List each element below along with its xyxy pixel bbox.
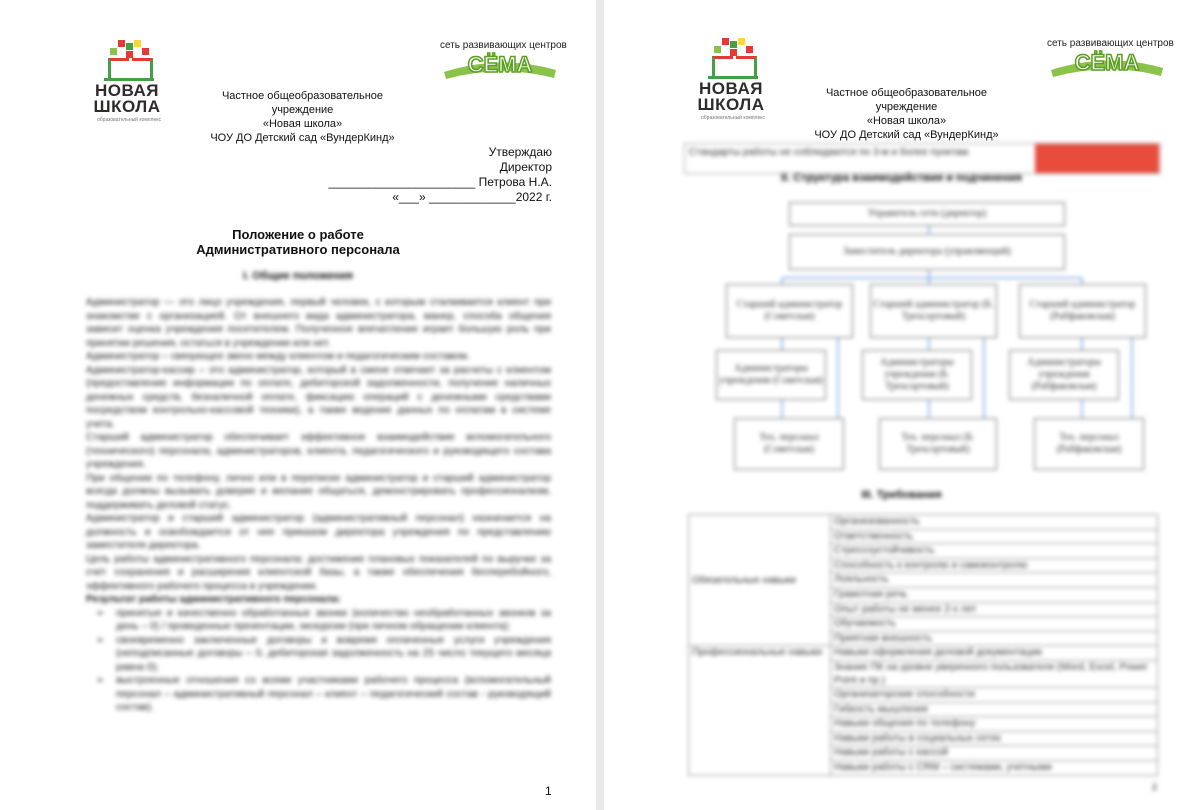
org-line3: ЧОУ ДО Детский сад «ВундерКинд» bbox=[210, 132, 395, 144]
body-text bbox=[86, 296, 551, 715]
table-row bbox=[689, 646, 1158, 661]
sema-caption: сеть развивающих центров bbox=[1047, 38, 1174, 49]
logo-subtitle: образовательный комплекс bbox=[701, 115, 765, 121]
list-item: ➢ принятые и качественно обработанные звонки (количество необработанных звонков за день – 0) / проведенные презентации, экскурсии (при личном обращении клиента); bbox=[116, 607, 551, 634]
paragraph: Старший администратор обеспечивает эффективное взаимодействие вспомогательного (технического) персонала, администраторов, клиента, педагогического и руководящего состава учреждения. bbox=[86, 432, 551, 470]
org-box-tech-staff: Тех. персонал (Советская) bbox=[734, 418, 844, 470]
requirement-category: Профессиональные навыки bbox=[689, 646, 831, 775]
org-line2: «Новая школа» bbox=[262, 118, 343, 130]
approve-date-line: «___» _____________2022 г. bbox=[392, 190, 552, 204]
sema-wordmark bbox=[442, 50, 558, 80]
org-line1: Частное общеобразовательное учреждение bbox=[221, 90, 384, 116]
novaya-shkola-logo bbox=[90, 40, 170, 130]
paragraph: При общении по телефону, лично или в переписке администратор и старший администратор всегда должны вызывать доверие и желание общаться, демонстрировать профессионализм, поддерживать деловой статус. bbox=[86, 472, 551, 511]
paragraph: Цель работы административного персонала: достижение плановых показателей по выручке за счет сохранения и расширения клиентской базы, а также обеспечения бесперебойного, эффективного рабочего процесса в учреждении. bbox=[86, 553, 551, 592]
result-heading: Результат работы административного персонала: bbox=[86, 594, 341, 605]
sema-wordmark bbox=[1049, 48, 1165, 78]
svg-text:СЁМА: СЁМА bbox=[1074, 50, 1140, 75]
org-box-tech-staff: Тех. персонал (Б. Трехсортовый) bbox=[879, 418, 997, 470]
org-box-senior-admin: Старший администратор (Рабфаковская) bbox=[1019, 284, 1146, 338]
org-box-senior-admin: Старший администратор (Советская) bbox=[726, 284, 853, 338]
organization-header bbox=[794, 86, 1019, 142]
org-box-admins: Администраторы учреждения (Б. Трехсортовый) bbox=[862, 350, 972, 400]
page-number: 1 bbox=[545, 784, 552, 798]
approve-line1: Утверждаю bbox=[488, 145, 552, 159]
requirement-item: Навыки работы в социальных сетях bbox=[831, 731, 1158, 746]
org-line3: ЧОУ ДО Детский сад «ВундерКинд» bbox=[814, 129, 999, 141]
section-heading-requirements: III. Требования bbox=[861, 489, 942, 501]
sema-logo bbox=[1047, 38, 1174, 78]
org-box-tech-staff: Тех. персонал (Рабфаковская) bbox=[1034, 418, 1144, 470]
requirement-item: Приятная внешность bbox=[831, 631, 1158, 646]
requirements-table bbox=[688, 514, 1158, 776]
logo-line2: ШКОЛА bbox=[93, 97, 161, 116]
document-page-1 bbox=[0, 0, 596, 810]
org-box-director: Управитель сети (директор) bbox=[789, 202, 1065, 226]
sema-caption: сеть развивающих центров bbox=[440, 40, 567, 51]
organization-header bbox=[190, 89, 415, 145]
sema-logo bbox=[440, 40, 567, 80]
org-box-admins: Администраторы учреждения (Рабфаковская) bbox=[1009, 350, 1119, 400]
section-heading-structure: II. Структура взаимодействия и подчинения bbox=[781, 172, 1022, 184]
org-chart bbox=[604, 190, 1199, 490]
org-line1: Частное общеобразовательное учреждение bbox=[825, 87, 988, 113]
requirement-item: Знание ПК на уровне уверенного пользователя (Word, Excel, Power Point и пр.) bbox=[831, 660, 1158, 687]
requirement-item: Грамотная речь bbox=[831, 587, 1158, 602]
org-box-deputy: Заместитель директора (управляющий) bbox=[789, 234, 1065, 270]
document-title bbox=[0, 227, 596, 257]
standards-red-cell bbox=[1035, 144, 1159, 173]
paragraph: Администратор — это лицо учреждения, первый человек, с которым сталкивается клиент при знакомстве с организацией. От внешнего вида администратора, манер, способа общения зависит оценка учреждения посетителем. Полученное впечатление играет большую роль при принятии решения, остаться в учреждении или нет. bbox=[86, 297, 551, 349]
requirement-item: Способность к контролю и самоконтролю bbox=[831, 558, 1158, 573]
requirement-item: Ответственность bbox=[831, 529, 1158, 544]
list-item: ➢ выстроенные отношения со всеми участниками рабочего процесса (вспомогательный персонал – административный персонал – клиент – педагогический состав - руководящий состав). bbox=[116, 674, 551, 715]
title-line2: Административного персонала bbox=[196, 242, 400, 257]
logo-line1: НОВАЯ bbox=[95, 81, 159, 100]
paragraph: Администратор и старший администратор (административный персонал) назначается на должность и освобождается от нее приказом директора учреждения по представлению заместителя директора. bbox=[86, 513, 551, 551]
section-heading-general: I. Общие положения bbox=[243, 270, 353, 282]
org-box-senior-admin: Старший администратор (Б. Трехсортовый) bbox=[870, 284, 997, 338]
requirement-item: Навыки работы с кассой bbox=[831, 746, 1158, 761]
list-item: ➢ своевременно заключенные договоры и вовремя оплаченные услуги учреждения (неподписанные договоры – 0, дебиторская задолженность на 25 число текущего месяца равна 0); bbox=[116, 634, 551, 675]
approve-signature-line: ______________________ Петрова Н.А. bbox=[328, 175, 552, 189]
standards-text: Стандарты работы не соблюдаются по 3-м и более пунктам. bbox=[689, 147, 971, 158]
org-box-admins: Администраторы учреждения (Советская) bbox=[716, 350, 826, 400]
page-gap bbox=[596, 0, 604, 810]
logo-blocks-graphic bbox=[104, 40, 154, 80]
approve-line2: Директор bbox=[499, 160, 552, 174]
org-line2: «Новая школа» bbox=[866, 115, 947, 127]
requirement-item: Обучаемость bbox=[831, 617, 1158, 632]
title-line1: Положение о работе bbox=[232, 227, 364, 242]
requirement-item: Стрессоустойчивость bbox=[831, 544, 1158, 559]
requirement-item: Навыки работы с CRM – системами, учетными bbox=[831, 760, 1158, 775]
requirement-item: Организованность bbox=[831, 515, 1158, 530]
result-list bbox=[86, 607, 551, 715]
logo-line2: ШКОЛА bbox=[697, 95, 765, 114]
requirement-category: Обязательные навыки bbox=[689, 515, 831, 646]
requirement-item: Опыт работы не менее 2-х лет bbox=[831, 602, 1158, 617]
paragraph: Администратор – связующее звено между клиентом и педагогическим составом. bbox=[86, 351, 470, 362]
paragraph: Администратор-кассир – это администратор, который в смене отвечает за расчеты с клиентом (предоставление информации по оплате, дебиторской задолженности, получение наличных денежных средств, безналичной оплате, фиксацию операций с денежными средствами посредством контрольно-кассовой техники), а также ведение данных по оплатам в системе учета. bbox=[86, 364, 551, 430]
standards-row bbox=[684, 143, 1161, 174]
logo-line1: НОВАЯ bbox=[699, 79, 763, 98]
requirement-item: Лояльность bbox=[831, 573, 1158, 588]
requirement-item: Гибкость мышления bbox=[831, 702, 1158, 717]
requirement-item: Организаторские способности bbox=[831, 687, 1158, 702]
page-number: 2 bbox=[1152, 782, 1158, 792]
requirement-item: Навыки оформления деловой документации bbox=[831, 646, 1158, 661]
document-page-2 bbox=[604, 0, 1199, 810]
svg-text:СЁМА: СЁМА bbox=[467, 52, 533, 77]
novaya-shkola-logo bbox=[694, 38, 774, 128]
logo-blocks-graphic bbox=[708, 38, 758, 78]
approval-block bbox=[329, 145, 553, 205]
requirement-item: Навыки общения по телефону bbox=[831, 717, 1158, 732]
table-row bbox=[689, 515, 1158, 530]
logo-subtitle: образовательный комплекс bbox=[97, 117, 161, 123]
